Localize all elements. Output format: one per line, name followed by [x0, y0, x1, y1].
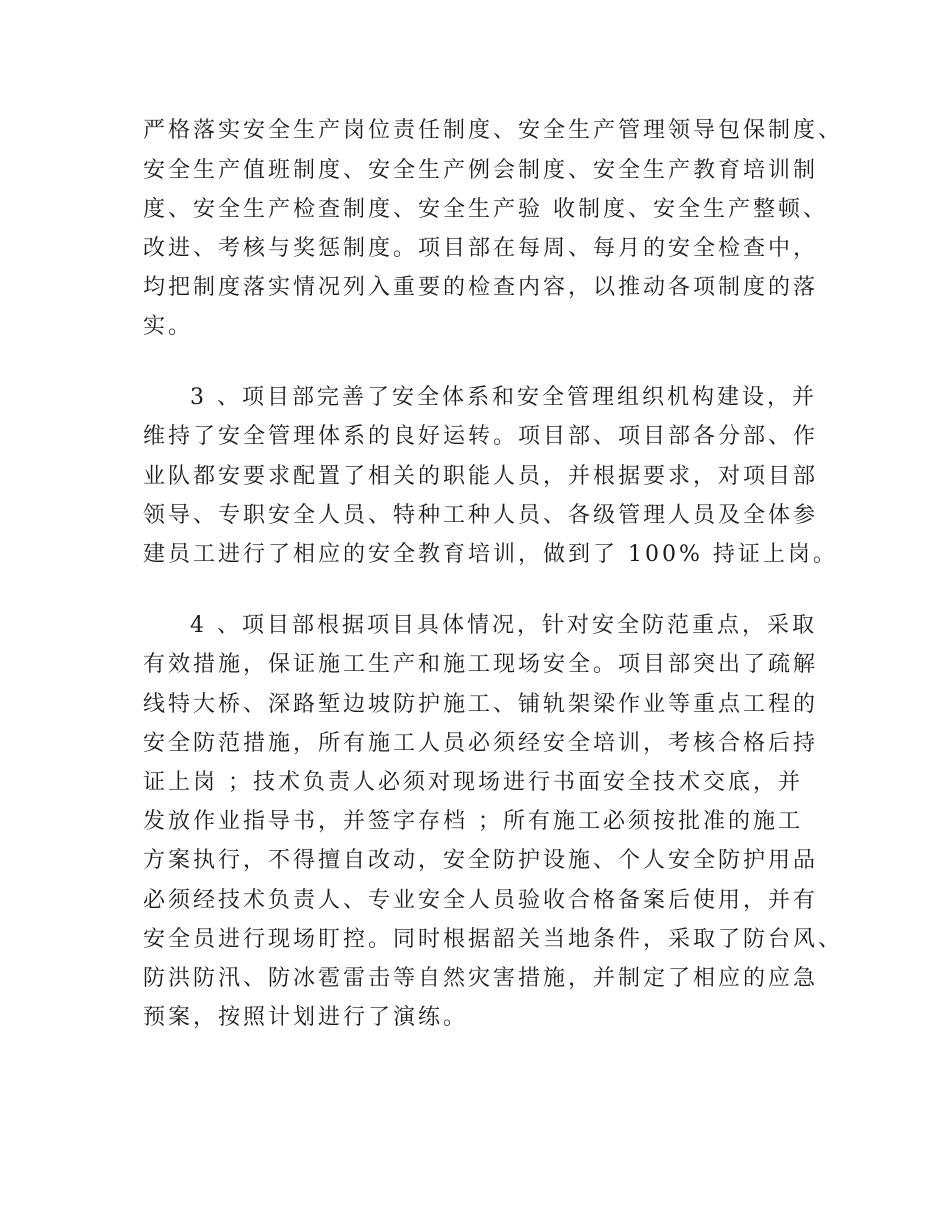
paragraph-3-line-5: 证上岗 ；技术负责人必须对现场进行书面安全技术交底，并: [143, 770, 803, 795]
paragraph-2-line-2: 维持了安全管理体系的良好运转。项目部、项目部各分部、作: [143, 424, 819, 449]
paragraph-3-line-4: 安全防范措施，所有施工人员必须经安全培训，考核合格后持: [143, 731, 819, 756]
paragraph-3-line-8: 必须经技术负责人、专业安全人员验收合格备案后使用，并有: [143, 888, 819, 913]
paragraph-1-line-5: 均把制度落实情况列入重要的检查内容，以推动各项制度的落: [143, 275, 819, 300]
paragraph-3-line-3: 线特大桥、深路堑边坡防护施工、铺轨架梁作业等重点工程的: [143, 692, 819, 717]
paragraph-2-line-5: 建员工进行了相应的安全教育培训，做到了 100% 持证上岗。: [143, 542, 838, 567]
paragraph-1-line-6: 实。: [143, 314, 194, 339]
paragraph-3-line-11: 预案，按照计划进行了演练。: [143, 1005, 469, 1030]
paragraph-3-line-10: 防洪防汛、防冰雹雷击等自然灾害措施，并制定了相应的应急: [143, 966, 819, 991]
paragraph-2-line-4: 领导、专职安全人员、特种工种人员、各级管理人员及全体参: [143, 503, 819, 528]
paragraph-3-line-1: 4 、项目部根据项目具体情况，针对安全防范重点，采取: [190, 613, 817, 638]
paragraph-3-line-9: 安全员进行现场盯控。同时根据韶关当地条件，采取了防台风、: [143, 927, 844, 952]
paragraph-1-line-1: 严格落实安全生产岗位责任制度、安全生产管理领导包保制度、: [143, 118, 844, 143]
paragraph-1-line-4: 改进、考核与奖惩制度。项目部在每周、每月的安全检查中，: [143, 236, 819, 261]
paragraph-3-line-6: 发放作业指导书，并签字存档 ；所有施工必须按批准的施工: [143, 809, 803, 834]
paragraph-3-line-2: 有效措施，保证施工生产和施工现场安全。项目部突出了疏解: [143, 652, 819, 677]
paragraph-1-line-2: 安全生产值班制度、安全生产例会制度、安全生产教育培训制: [143, 158, 819, 183]
paragraph-3-line-7: 方案执行，不得擅自改动，安全防护设施、个人安全防护用品: [143, 848, 819, 873]
paragraph-2-line-3: 业队都安要求配置了相关的职能人员，并根据要求，对项目部: [143, 464, 819, 489]
paragraph-2-line-1: 3 、项目部完善了安全体系和安全管理组织机构建设，并: [190, 385, 817, 410]
paragraph-1-line-3: 度、安全生产检查制度、安全生产验 收制度、安全生产整顿、: [143, 197, 828, 222]
